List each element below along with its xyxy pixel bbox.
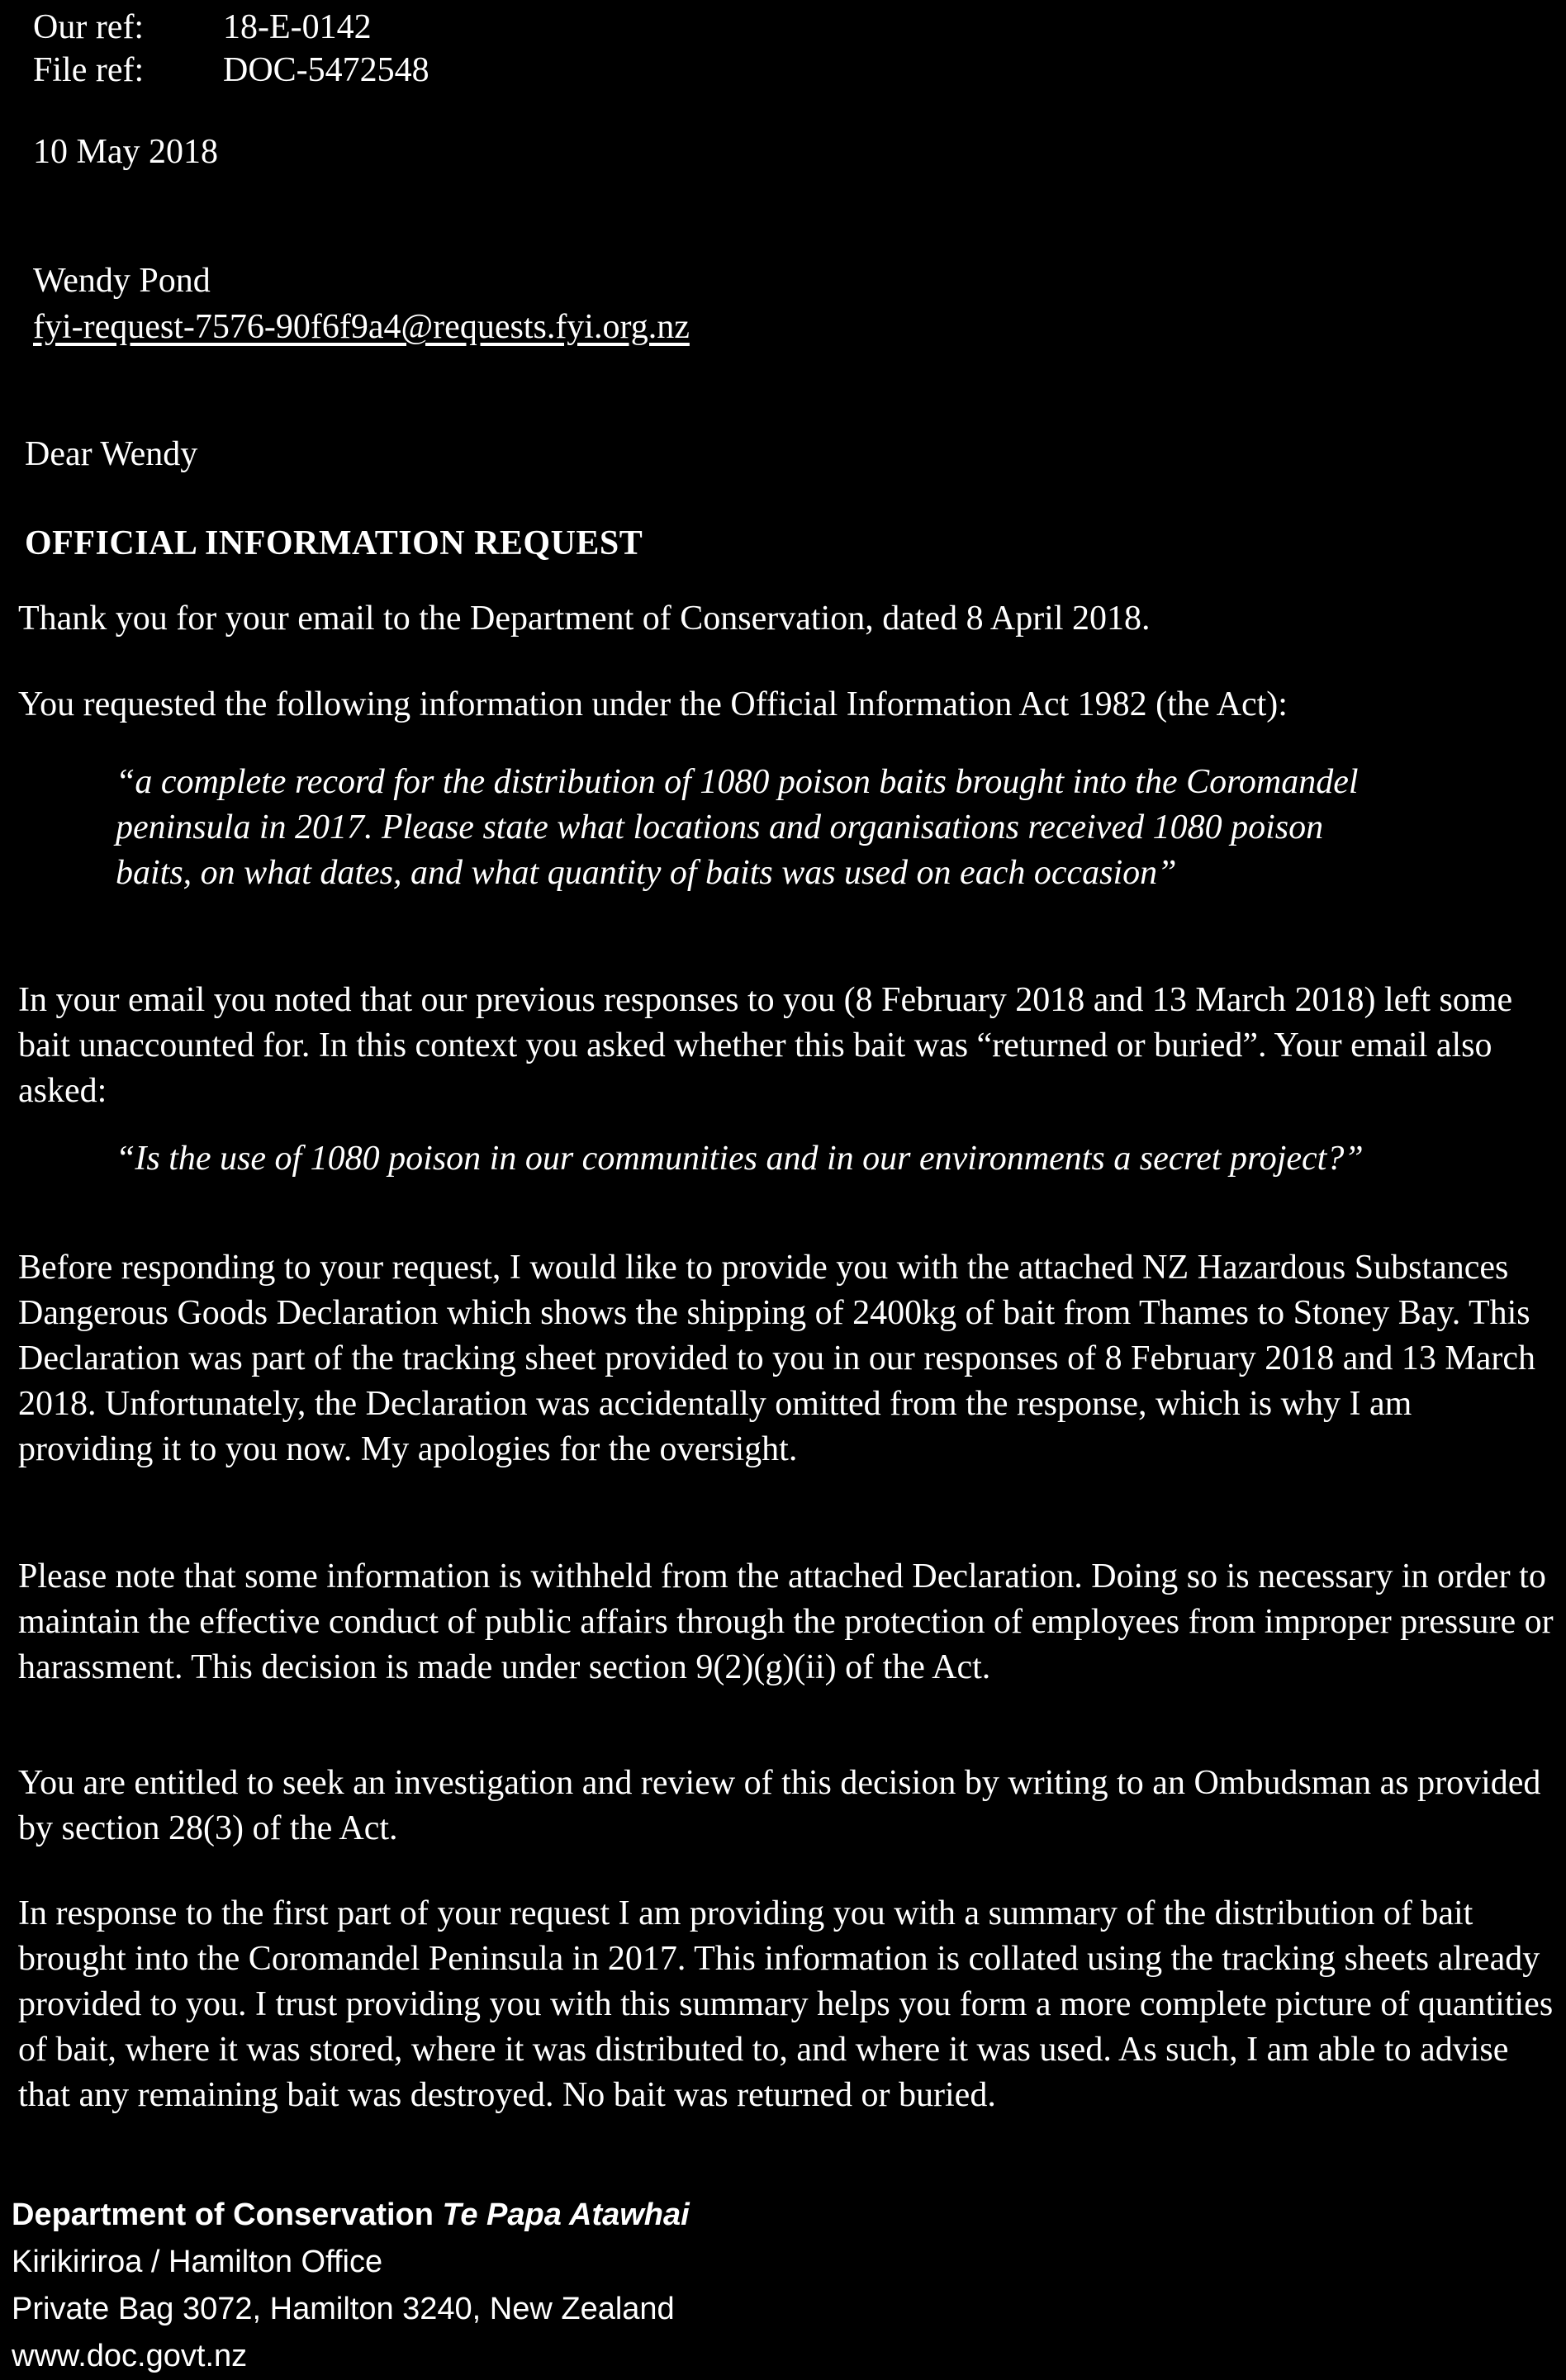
addressee-name: Wendy Pond: [33, 262, 211, 300]
letter-footer: [12, 2192, 690, 2380]
salutation: Dear Wendy: [25, 435, 198, 473]
footer-org-line: [12, 2192, 690, 2239]
file-ref-value: DOC-5472548: [223, 51, 429, 89]
our-ref-label: Our ref:: [33, 8, 145, 46]
paragraph-declaration: Before responding to your request, I would like to provide you with the attached NZ Hazardous Substances Dangerous Goods Declaration which shows the shipping of 2400kg of bait from Thames to Stoney Bay. This Declaration was part of the tracking sheet provided to you in our responses of 8 February 2018 and 13 March 2018. Unfortunately, the Declaration was accidentally omitted from the response, which is why I am providing it to you now. My apologies for the oversight.: [18, 1249, 1535, 1468]
footer-maori-name: Te Papa Atawhai: [442, 2197, 690, 2232]
quote-request: “a complete record for the distribution of 1080 poison baits brought into the Coromandel peninsula in 2017. Please state what locations and organisations received 1080 poison baits, on what dates, and what quantity of baits was used on each occasion”: [116, 763, 1359, 892]
our-ref: [33, 10, 372, 45]
quote-secret-project: “Is the use of 1080 poison in our communities and in our environments a secret project?”: [116, 1140, 1364, 1178]
footer-address: Private Bag 3072, Hamilton 3240, New Zealand: [12, 2292, 675, 2326]
footer-org: Department of Conservation: [12, 2197, 434, 2232]
paragraph-request: You requested the following information under the Official Information Act 1982 (the Act):: [18, 685, 1288, 723]
our-ref-value: 18-E-0142: [223, 8, 372, 46]
paragraph-thanks: Thank you for your email to the Department of Conservation, dated 8 April 2018.: [18, 600, 1151, 638]
paragraph-ombudsman: You are entitled to seek an investigation and review of this decision by writing to an Ombudsman as provided by section 28(3) of the Act.: [18, 1764, 1541, 1847]
footer-office: Kirikiriroa / Hamilton Office: [12, 2245, 383, 2279]
footer-website[interactable]: www.doc.govt.nz: [12, 2339, 248, 2373]
letter-heading: OFFICIAL INFORMATION REQUEST: [25, 524, 643, 562]
paragraph-withheld: Please note that some information is withheld from the attached Declaration. Doing so is necessary in order to maintain the effective conduct of public affairs through the protection of employees from improper pressure or harassment. This decision is made under section 9(2)(g)(ii) of the Act.: [18, 1557, 1554, 1686]
letter-date: 10 May 2018: [33, 133, 218, 171]
paragraph-summary: In response to the first part of your request I am providing you with a summary of the distribution of bait brought into the Coromandel Peninsula in 2017. This information is collated using the tracking sheets already provided to you. I trust providing you with this summary helps you form a more complete picture of quantities of bait, where it was stored, where it was distributed to, and where it was used. As such, I am able to advise that any remaining bait was destroyed. No bait was returned or buried.: [18, 1894, 1554, 2114]
file-ref-label: File ref:: [33, 51, 145, 89]
paragraph-previous-responses: In your email you noted that our previous responses to you (8 February 2018 and 13 March 2018) left some bait unaccounted for. In this context you asked whether this bait was “returned or buried”. Your email also asked:: [18, 981, 1513, 1110]
file-ref: [33, 53, 429, 88]
addressee-email[interactable]: fyi-request-7576-90f6f9a4@requests.fyi.org.nz: [33, 308, 690, 346]
